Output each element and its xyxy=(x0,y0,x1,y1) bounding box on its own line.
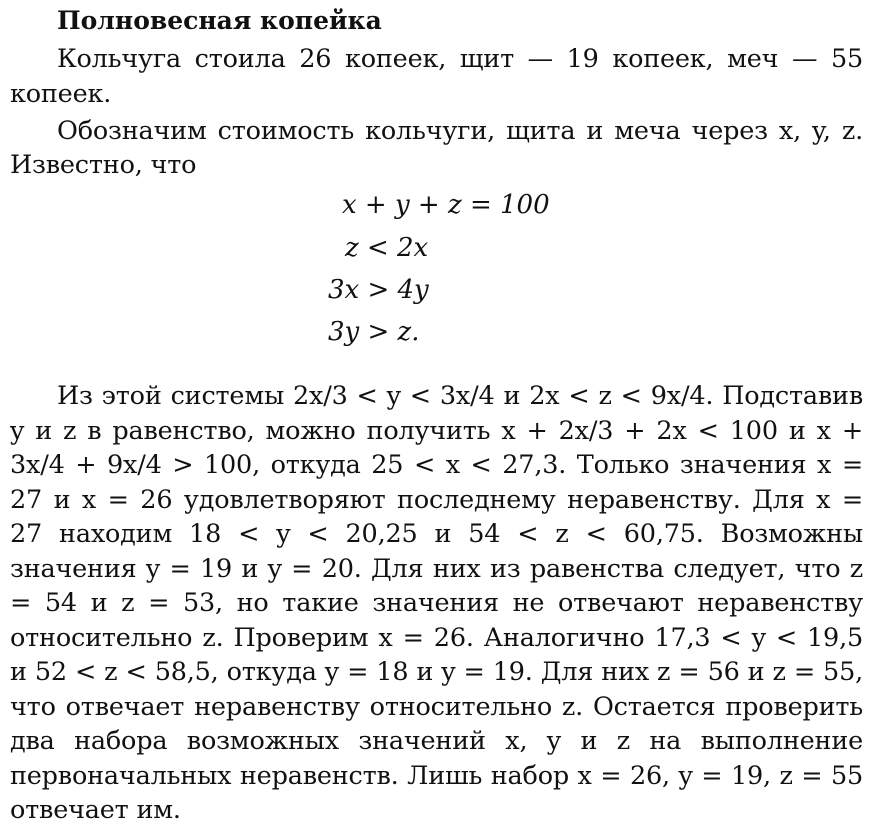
equation-system xyxy=(10,189,863,379)
inequality-x-y: 3x > 4y xyxy=(328,275,429,306)
inequality-y-z: 3y > z. xyxy=(328,317,420,348)
notation-paragraph: Обозначим стоимость кольчуги, щита и меча через x, y, z. Известно, что xyxy=(10,115,863,181)
answer-paragraph: Кольчуга стоила 26 копеек, щит — 19 копеек, меч — 55 копеек. xyxy=(10,44,863,109)
solution-paragraph: Из этой системы 2x/3 < y < 3x/4 и 2x < z < 9x/4. Подставив y и z в равенство, можно получить x + 2x/3 + 2x < 100 и x + 3x/4 + 9x/4 > 100, откуда 25 < x < 27,3. Только значения x = 27 и x = 26 удовлетворяют последнему неравенству. Для x = 27 находим 18 < y < 20,25 и 54 < z < 60,75. Возможны значения y = 19 и y = 20. Для них из равенства следует, что z = 54 и z = 53, но такие значения не отвечают неравенству относительно z. Проверим x = 26. Аналогично 17,3 < y < 19,5 и 52 < z < 58,5, откуда y = 18 и y = 19. Для них z = 56 и z = 55, что отвечает неравенству относительно z. Остается проверить два набора возможных значений x, y и z на выполнение первоначальных неравенств. Лишь набор x = 26, y = 19, z = 55 отвечает им. xyxy=(10,381,863,826)
inequality-z-x: z < 2x xyxy=(345,233,429,264)
equation-sum: x + y + z = 100 xyxy=(342,190,550,221)
section-heading: Полновесная копейка xyxy=(57,6,382,35)
